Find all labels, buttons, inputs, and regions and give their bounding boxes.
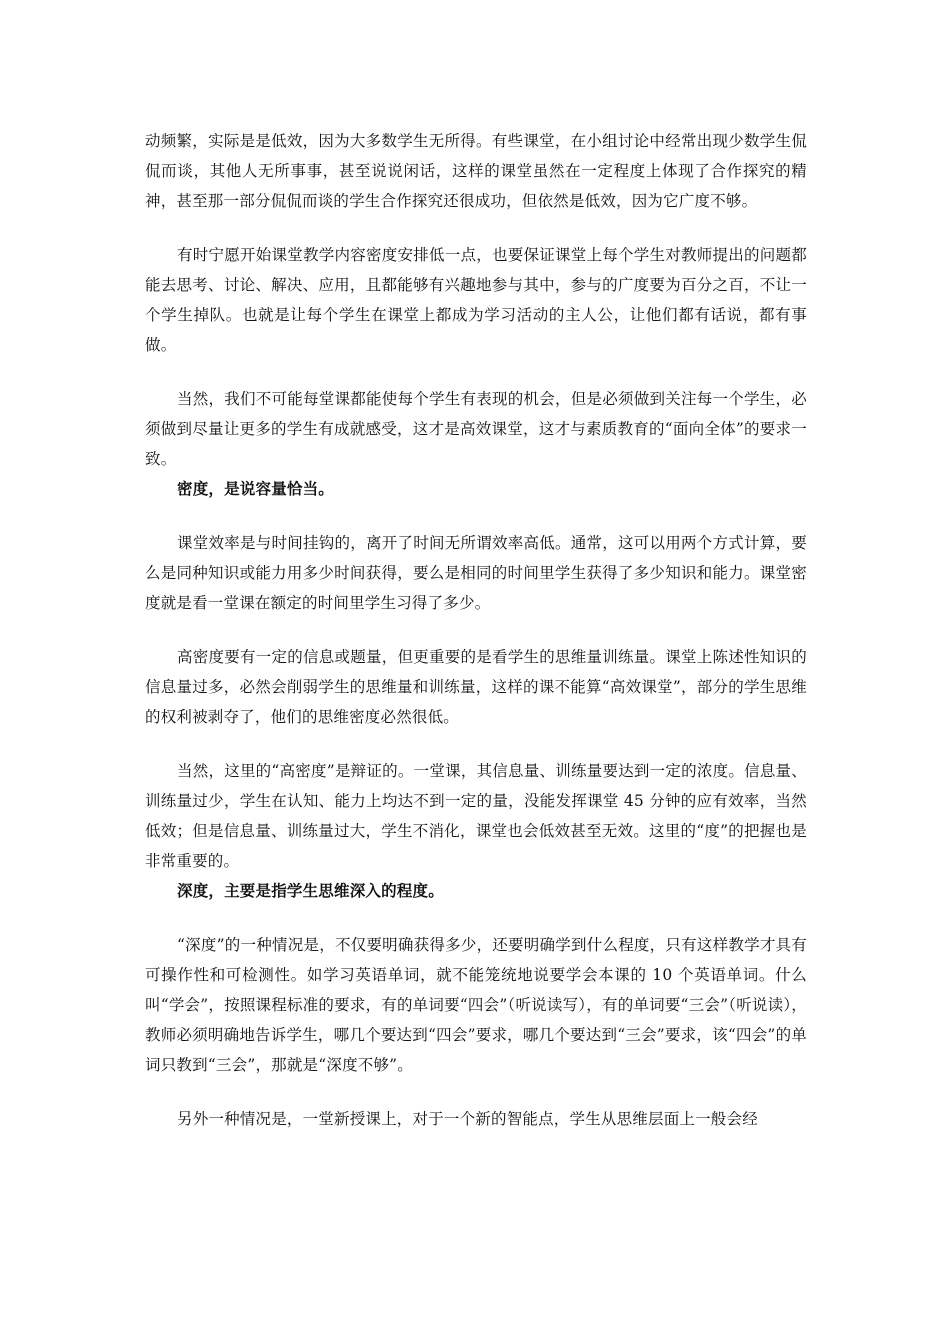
paragraph-full-participation: 有时宁愿开始课堂教学内容密度安排低一点，也要保证课堂上每个学生对教师提出的问题都能去思考、讨论、解决、应用，且都能够有兴趣地参与其中，参与的广度要为百分之百，不让一个学生掉队。也就是让每个学生在课堂上都成为学习活动的主人公，让他们都有话说，都有事做。 [145,246,807,354]
section-heading-depth: 深度，主要是指学生思维深入的程度。 [177,881,444,900]
paragraph-breadth-low-efficiency: 动频繁，实际是是低效，因为大多数学生无所得。有些课堂，在小组讨论中经常出现少数学生侃侃而谈，其他人无所事事，甚至说说闲话，这样的课堂虽然在一定程度上体现了合作探究的精神，甚至那一部分侃侃而谈的学生合作探究还很成功，但依然是低效，因为它广度不够。 [145,132,807,210]
paragraph-efficiency-time: 课堂效率是与时间挂钩的，离开了时间无所谓效率高低。通常，这可以用两个方式计算，要么是同种知识或能力用多少时间获得，要么是相同的时间里学生获得了多少知识和能力。课堂密度就是看一堂课在额定的时间里学生习得了多少。 [145,534,807,612]
document-body [145,126,807,1134]
paragraph-depth-english-words: “深度”的一种情况是，不仅要明确获得多少，还要明确学到什么程度，只有这样教学才具有可操作性和可检测性。如学习英语单词，就不能笼统地说要学会本课的 10 个英语单词。什么叫“学会”，按照课程标准的要求，有的单词要“四会”（听说读写），有的单词要“三会”（听说读），教师必须明确地告诉学生，哪几个要达到“四会”要求，哪几个要达到“三会”要求，该“四会”的单词只教到“三会”，那就是“深度不够”。 [145,936,807,1074]
paragraph-new-lesson-thinking: 另外一种情况是，一堂新授课上，对于一个新的智能点，学生从思维层面上一般会经 [177,1110,758,1128]
paragraph-face-all-students: 当然，我们不可能每堂课都能使每个学生有表现的机会，但是必须做到关注每一个学生，必须做到尽量让更多的学生有成就感受，这才是高效课堂，这才与素质教育的“面向全体”的要求一致。 [145,390,807,468]
paragraph-dialectical-density: 当然，这里的“高密度”是辩证的。一堂课，其信息量、训练量要达到一定的浓度。信息量、训练量过少，学生在认知、能力上均达不到一定的量，没能发挥课堂 45 分钟的应有效率，当然低效；但是信息量、训练量过大，学生不消化，课堂也会低效甚至无效。这里的“度”的把握也是非常重要的。 [145,762,807,870]
section-heading-density: 密度，是说容量恰当。 [177,479,335,498]
paragraph-high-density-thinking: 高密度要有一定的信息或题量，但更重要的是看学生的思维量训练量。课堂上陈述性知识的信息量过多，必然会削弱学生的思维量和训练量，这样的课不能算“高效课堂”，部分的学生思维的权利被剥夺了，他们的思维密度必然很低。 [145,648,807,726]
